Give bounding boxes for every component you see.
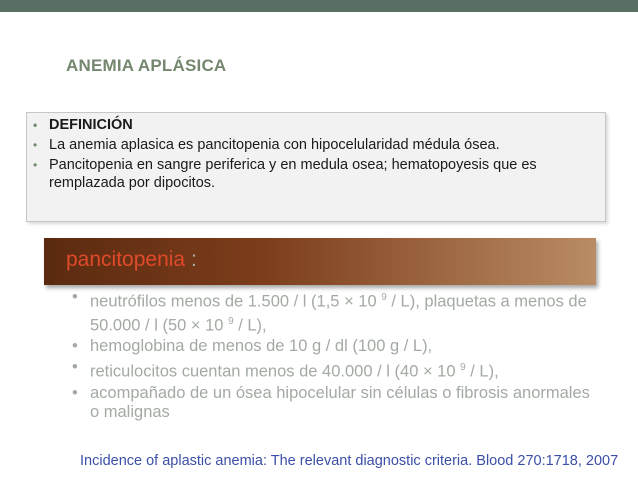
criteria-item — [72, 358, 592, 382]
bullet-icon: • — [72, 383, 78, 402]
bullet-icon: • — [72, 358, 78, 376]
top-bar — [0, 0, 638, 12]
bullet-icon: • — [72, 288, 78, 306]
banner-label — [66, 248, 197, 272]
definition-text: La anemia aplasica es pancitopenia con hipocelularidad médula ósea. — [49, 137, 500, 153]
criteria-text: acompañado de un ósea hipocelular sin células o fibrosis anormales o malignas — [90, 383, 590, 421]
criteria-item — [72, 384, 592, 422]
superscript: 9 — [228, 315, 234, 327]
reference-citation: Incidence of aplastic anemia: The relevant diagnostic criteria. Blood 270:1718, 2007 — [80, 453, 619, 469]
bullet-icon: • — [33, 138, 38, 152]
definition-item — [31, 116, 596, 134]
bullet-icon: • — [72, 337, 78, 355]
banner-colon: : — [190, 248, 197, 271]
definition-list — [31, 116, 596, 194]
criteria-item — [72, 288, 592, 335]
definition-item — [31, 156, 596, 192]
criteria-item — [72, 337, 592, 356]
bullet-icon: • — [33, 158, 38, 172]
superscript: 9 — [460, 362, 466, 373]
definition-item — [31, 136, 596, 154]
criteria-text: hemoglobina de menos de 10 g / dl (100 g / L), — [90, 337, 433, 355]
criteria-text: reticulocitos cuentan menos de 40.000 / l (40 × 10 — [90, 362, 461, 381]
definition-text: Pancitopenia en sangre periferica y en medula osea; hematopoyesis que es remplazada por dipocitos. — [49, 157, 537, 191]
pancitopenia-banner — [44, 238, 596, 285]
criteria-text: neutrófilos menos de 1.500 / l (1,5 × 10 — [90, 292, 382, 311]
definition-box — [26, 112, 606, 222]
slide-title: ANEMIA APLÁSICA — [66, 56, 227, 75]
superscript: 9 — [381, 292, 387, 303]
criteria-text: / L), — [233, 316, 267, 334]
criteria-text: / L), plaquetas a menos de 50.000 / l (50 × 10 — [90, 292, 587, 334]
bullet-icon: • — [33, 118, 38, 132]
criteria-text: / L), — [465, 362, 499, 381]
banner-title: pancitopenia — [66, 248, 186, 271]
criteria-list — [72, 288, 592, 424]
definition-heading: DEFINICIÓN — [49, 117, 133, 133]
